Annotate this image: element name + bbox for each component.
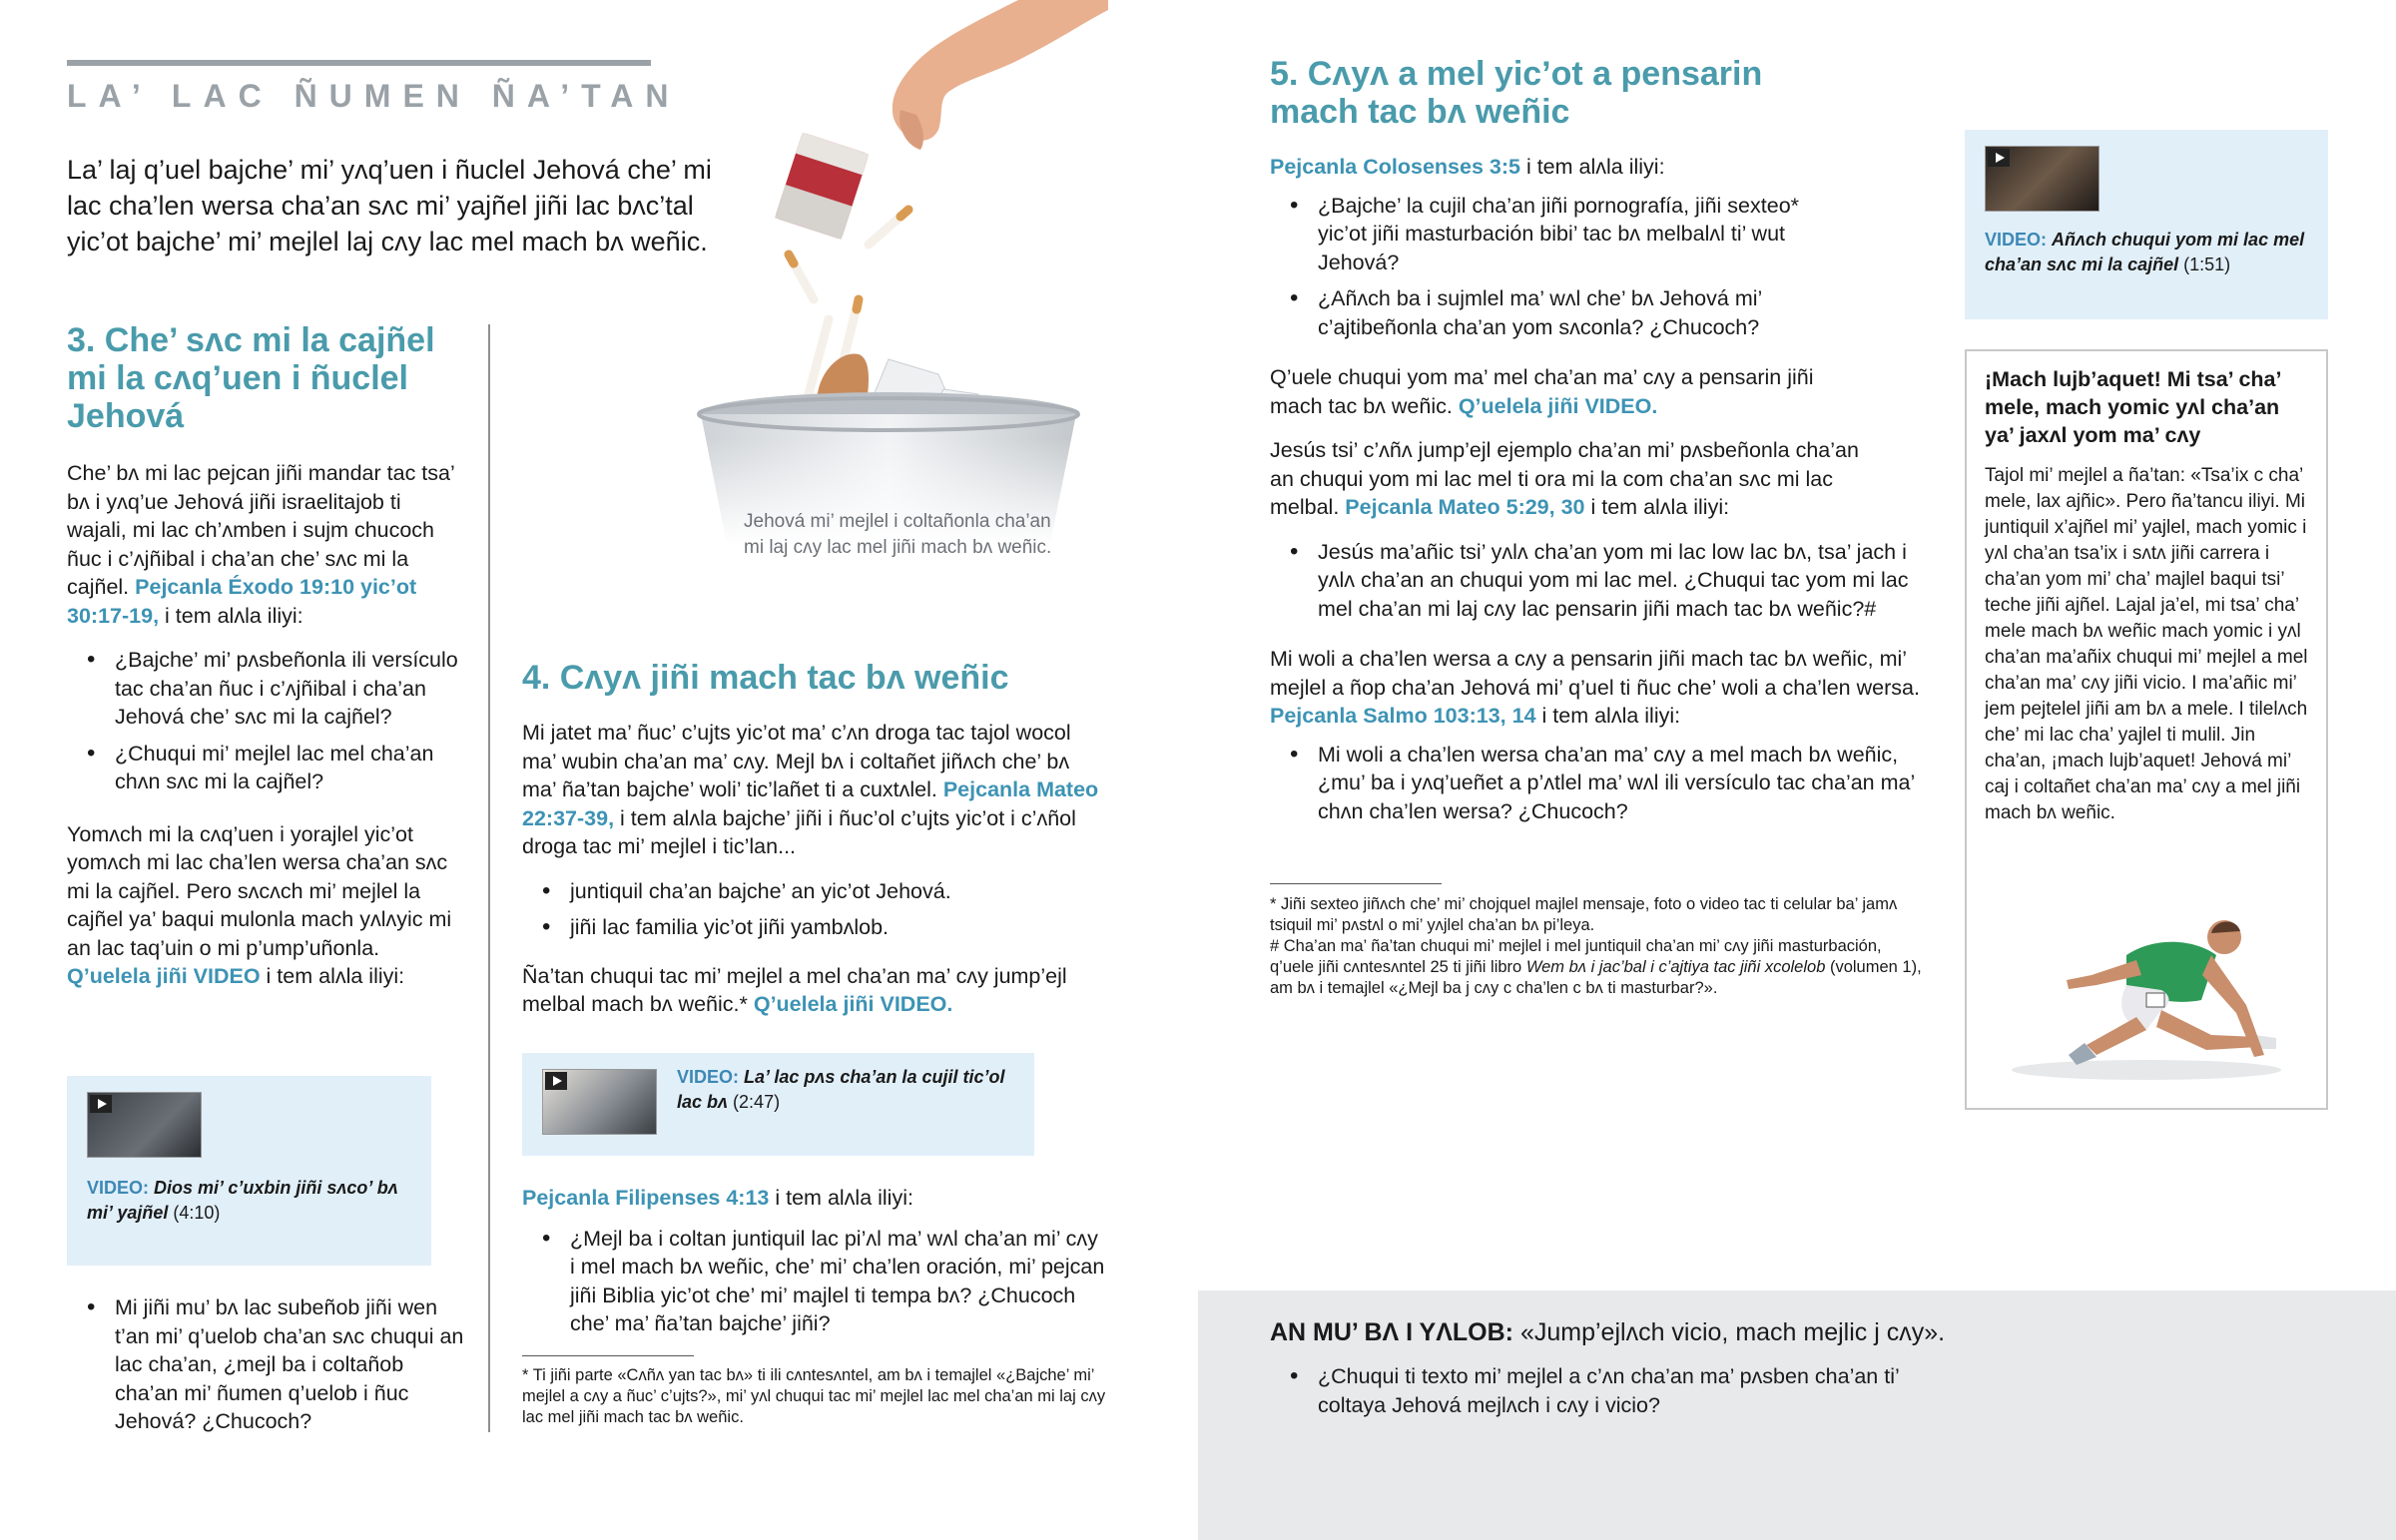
paragraph-tail: i tem alʌla iliyi: <box>1525 155 1665 179</box>
video-label <box>677 1065 1021 1115</box>
section-5-paragraph <box>1270 363 1859 420</box>
column-divider <box>488 324 490 1432</box>
list-item: • Mi woli a cha’len wersa cha’an ma’ cʌy a mel mach bʌ weñic, ¿mu’ ba i yʌq’ueñet a p’ʌtlel ma’ wʌl ili versículo tac cha’an ma’ chʌn cha’len wersa? ¿Chucoch? <box>1270 741 1929 826</box>
paragraph-tail: i tem alʌla iliyi: <box>165 603 303 628</box>
hero-caption-line: mi laj cʌy lac mel jiñi mach bʌ weñic. <box>744 537 1052 558</box>
video-prefix: VIDEO: <box>1985 230 2048 250</box>
scripture-link-colosenses[interactable]: Pejcanla Colosenses 3:5 <box>1270 155 1520 179</box>
video-duration: (2:47) <box>733 1092 781 1112</box>
list-item: • juntiquil cha’an bajche’ an yic’ot Jehová. <box>522 877 1106 906</box>
video-duration: (4:10) <box>173 1203 221 1223</box>
sidebar-title: ¡Mach lujb’aquet! Mi tsa’ cha’ mele, mach yomic yʌl cha’an ya’ jaxʌl yom ma’ cʌy <box>1985 367 2281 447</box>
runner-illustration <box>1997 905 2296 1085</box>
scripture-link-filipenses[interactable]: Pejcanla Filipenses 4:13 <box>522 1186 770 1210</box>
play-icon <box>545 1072 567 1090</box>
video-link[interactable]: Q’uelela jiñi VIDEO <box>67 964 261 988</box>
list-item: • ¿Añʌch ba i sujmlel ma’ wʌl che’ bʌ Jehová mi’ c’ajtibeñonla cha’an yom sʌconla? ¿Chucoch? <box>1270 284 1849 341</box>
section-5-paragraph <box>1270 436 1859 522</box>
video-prefix: VIDEO: <box>87 1178 150 1198</box>
list-item: • ¿Chuqui mi’ mejlel lac mel cha’an chʌn sʌc mi la cajñel? <box>67 740 466 796</box>
video-box-dios[interactable] <box>67 1076 431 1266</box>
scripture-link-salmo[interactable]: Pejcanla Salmo 103:13, 14 <box>1270 704 1536 728</box>
video-duration: (1:51) <box>2183 255 2231 274</box>
list-item: • jiñi lac familia yic’ot jiñi yambʌlob. <box>522 913 1106 942</box>
video-thumbnail[interactable] <box>87 1092 202 1158</box>
section-4-paragraph <box>522 962 1106 1019</box>
section-4-bullets <box>522 877 1106 942</box>
paragraph-tail: i tem alʌla bajche’ jiñi i ñuc’ol c’ujts yic’ot i c’ʌñol droga tac mi’ mejlel i tic’lan... <box>522 805 1076 858</box>
video-label <box>1985 228 2314 277</box>
sidebar-body: Tajol mi’ mejlel a ña’tan: «Tsa’ix c cha’ mele, lax ajñic». Pero ña’tancu iliyi. Mi juntiquil x’ajñel mi’ yajlel, mach yomic i yʌl cha’an tsa’ix i sʌtʌ jiñi carrera i cha’an yom mi’ cha’ majlel baqui tsi’ teche jiñi ajñel. Lajal ja’el, mi tsa’ cha’ mele mach bʌ weñic mach yomic i yʌl cha’an ma’añix chuqui mi’ mejlel a mel cha’an ma’ cʌy jiñi vicio. I ma’añic mi’ jem pejtelel jiñi am bʌ a mele. I tilelʌch che’ mi lac cha’ yajlel ti mulil. Jin cha’an, ¡mach lujb’aquet! Jehová mi’ caj i coltañet cha’an ma’ cʌy a mel jiñi mach bʌ weñic. <box>1985 465 2308 823</box>
scripture-link-mateo-5[interactable]: Pejcanla Mateo 5:29, 30 <box>1345 495 1585 519</box>
section-4-bullets-2 <box>522 1225 1106 1338</box>
footnote-text: # Cha’an ma’ ña’tan chuqui mi’ mejlel i mel juntiquil cha’an mi’ cʌy jiñi masturbación, q’uele jiñi cʌntesʌntel 25 ti jiñi libro <box>1270 937 1882 976</box>
paragraph-tail: i tem alʌla iliyi: <box>1541 704 1681 728</box>
hero-caption <box>744 509 1103 561</box>
footnote-rule <box>522 1355 694 1356</box>
hero-caption-line: Jehová mi’ mejlel i coltañonla cha’an <box>744 511 1051 532</box>
runner-icon <box>1997 905 2296 1085</box>
header-rule <box>67 60 651 66</box>
list-item: • ¿Chuqui ti texto mi’ mejlel a c’ʌn cha’an ma’ pʌsben cha’an ti’ coltaya Jehová mejlʌch i cʌy i vicio? <box>1270 1362 1929 1419</box>
video-title: La’ lac pʌs cha’an la cujil tic’ol lac bʌ <box>677 1067 1005 1112</box>
video-title: Dios mi’ c’uxbin jiñi sʌco’ bʌ mi’ yajñel <box>87 1178 398 1223</box>
video-box-side[interactable] <box>1965 130 2328 319</box>
section-4-title: 4. Cʌyʌ jiñi mach tac bʌ weñic <box>522 659 1009 697</box>
section-5-body <box>1270 153 1929 825</box>
video-label <box>87 1176 406 1226</box>
video-prefix: VIDEO: <box>677 1067 740 1087</box>
section-5-bullets <box>1270 192 1849 342</box>
bottom-panel-quote: «Jump’ejlʌch vicio, mach mejlic j cʌy». <box>1519 1318 1946 1346</box>
video-title: Añʌch chuqui yom mi lac mel cha’an sʌc mi la cajñel <box>1985 230 2305 274</box>
list-item: • Mi jiñi mu’ bʌ lac subeñob jiñi wen t’an mi’ q’uelob cha’an sʌc chuqui an lac cha’an, ¿mejl ba i coltañob cha’an mi’ ñumen q’uelob i ñuc Jehová? ¿Chucoch? <box>67 1293 466 1436</box>
section-kicker: LA’ LAC ÑUMEN ÑA’TAN <box>67 78 681 114</box>
video-thumbnail[interactable] <box>1985 146 2099 212</box>
video-thumbnail[interactable] <box>542 1069 657 1135</box>
section-3-bullets <box>67 646 466 796</box>
section-5-paragraph <box>1270 153 1929 182</box>
section-5-bullets-3 <box>1270 741 1929 826</box>
trash-can-illustration <box>639 0 1108 544</box>
footnote-rule <box>1270 883 1442 884</box>
section-3-title: 3. Che’ sʌc mi la cajñel mi la cʌq’uen i ñuclel Jehová <box>67 321 435 435</box>
paragraph-text: Mi jatet ma’ ñuc’ c’ujts yic’ot ma’ c’ʌn droga tac tajol wocol ma’ wubin cha’an ma’ cʌy. Mejl bʌ i coltañet jiñʌch che’ bʌ ma’ ña’tan bajche’ woli’ tic’lañet ti a cuxtʌlel. <box>522 721 1071 801</box>
list-item: • ¿Bajche’ mi’ pʌsbeñonla ili versículo tac cha’an ñuc i c’ʌjñibal i cha’an Jehová che’ sʌc mi la cajñel? <box>67 646 466 732</box>
section-5-footnotes <box>1270 894 1929 999</box>
play-icon <box>90 1095 112 1113</box>
section-4-paragraph <box>522 1184 1106 1213</box>
bottom-panel-label: AN MU’ BɅ I YɅLOB: <box>1270 1318 1514 1346</box>
paragraph-text: Yomʌch mi la cʌq’uen i yorajlel yic’ot yomʌch mi lac cha’len wersa cha’an sʌc mi la cajñel. Pero sʌcʌch mi’ mejlel la cajñel ya’ baqui mulonla mach yʌlʌyic mi an lac taq’uin o mi p’ump’uñonla. <box>67 821 452 960</box>
bottom-panel-bullets <box>1270 1362 1929 1427</box>
footnote-text: (volumen 1), am bʌ i temajlel «¿Mejl ba j cʌy c cha’len c bʌ ti masturbar?». <box>1270 958 1922 997</box>
section-5-title: 5. Cʌyʌ a mel yic’ot a pensarin mach tac bʌ weñic <box>1270 55 1763 131</box>
list-item: • Jesús ma’añic tsi’ yʌlʌ cha’an yom mi lac low lac bʌ, tsa’ jach i yʌlʌ cha’an an chuqui yom mi lac mel. ¿Chuqui tac yom mi lac mel cha’an mi laj cʌy lac pensarin jiñi mach tac bʌ weñic?# <box>1270 538 1909 624</box>
scripture-link-mateo[interactable]: Pejcanla Mateo 22:37-39, <box>522 777 1099 830</box>
section-5-bullets-2 <box>1270 538 1909 624</box>
paragraph-text: Q’uele chuqui yom ma’ mel cha’an ma’ cʌy a pensarin jiñi mach tac bʌ weñic. <box>1270 365 1814 418</box>
section-3 <box>67 321 466 1007</box>
bullet-list <box>67 1293 466 1436</box>
section-3-paragraph <box>67 820 466 991</box>
section-3-bullets-2 <box>67 1293 466 1444</box>
list-item: • ¿Mejl ba i coltan juntiquil lac pi’ʌl ma’ wʌl cha’an mi’ cʌy i mel mach bʌ weñic, che’ mi’ cha’len oración, mi’ pejcan jiñi Biblia yic’ot che’ mi’ majlel ti tempa bʌ? ¿Chucoch che’ ma’ ña’tan bajche’ jiñi? <box>522 1225 1106 1338</box>
scripture-link-exodo[interactable]: Pejcanla Éxodo 19:10 yic’ot 30:17-19, <box>67 575 417 628</box>
section-5-paragraph <box>1270 645 1929 731</box>
paragraph-text: Ña’tan chuqui tac mi’ mejlel a mel cha’an ma’ cʌy jump’ejl melbal mach bʌ weñic.* <box>522 963 1067 1016</box>
section-3-paragraph <box>67 459 466 630</box>
footnote: * Jiñi sexteo jiñʌch che’ mi’ chojquel majlel mensaje, foto o video tac ti celular ba’ jamʌ tsiquil mi’ pʌstʌl o mi’ yʌjlel cha’an bʌ pi’leya. <box>1270 895 1898 934</box>
paragraph-text: Jesús tsi’ c’ʌñʌ jump’ejl ejemplo cha’an mi’ pʌsbeñonla cha’an an chuqui yom mi lac mel ti ora mi la com cha’an sʌc mi lac melbal. <box>1270 438 1859 519</box>
footnote <box>1270 936 1929 999</box>
sidebar-box <box>1965 349 2328 1110</box>
section-5 <box>1270 55 1929 833</box>
intro-paragraph: La’ laj q’uel bajche’ mi’ yʌq’uen i ñuclel Jehová che’ mi lac cha’len wersa cha’an sʌc mi’ yajñel jiñi lac bʌc’tal yic’ot bajche’ mi’ mejlel laj cʌy lac mel mach bʌ weñic. <box>67 155 712 257</box>
section-4-body <box>522 719 1106 1019</box>
book-title: Wem bʌ i jac’bal i c’ajtiya tac jiñi xcolelob <box>1525 958 1826 976</box>
video-link[interactable]: Q’uelela jiñi VIDEO. <box>753 992 953 1016</box>
list-item: • ¿Bajche’ la cujil cha’an jiñi pornografía, jiñi sexteo* yic’ot jiñi masturbación bibi’ tac bʌ melbalʌl ti’ wut Jehová? <box>1270 192 1849 277</box>
section-4 <box>522 659 1106 1035</box>
paragraph-text: Mi woli a cha’len wersa a cʌy a pensarin jiñi mach tac bʌ weñic, mi’ mejlel a ñop cha’an Jehová mi’ q’uel ti ñuc che’ woli a cha’len wersa. <box>1270 647 1920 700</box>
hero-illustration <box>639 0 1108 544</box>
bottom-panel <box>1198 1290 2396 1540</box>
paragraph-tail: i tem alʌla iliyi: <box>775 1186 913 1210</box>
section-4-footnote: * Ti jiñi parte «Cʌñʌ yan tac bʌ» ti ili cʌntesʌntel, am bʌ i temajlel «¿Bajche’ mi’ mejlel a cʌy a ñuc’ c’ujts?», mi’ yʌl chuqui tac mi’ mejlel lac mel cha’an mi laj cʌy lac mel jiñi mach tac bʌ weñic. <box>522 1366 1106 1426</box>
video-link[interactable]: Q’uelela jiñi VIDEO. <box>1458 393 1658 418</box>
play-icon <box>1988 149 2010 167</box>
section-4-paragraph <box>522 719 1106 861</box>
section-4-continued <box>522 1184 1106 1346</box>
video-box-tic-ol[interactable] <box>522 1053 1034 1156</box>
section-3-body <box>67 459 466 991</box>
paragraph-tail: i tem alʌla iliyi: <box>1590 495 1730 519</box>
paragraph-tail: i tem alʌla iliyi: <box>266 964 405 988</box>
paragraph-text: Che’ bʌ mi lac pejcan jiñi mandar tac tsa’ bʌ i yʌq’ue Jehová jiñi israelitajob ti wajali, mi lac ch’ʌmben i sujm chucoch ñuc i c’ʌjñibal i cha’an che’ sʌc mi la cajñel. <box>67 461 454 599</box>
bottom-panel-title <box>1270 1316 2348 1348</box>
